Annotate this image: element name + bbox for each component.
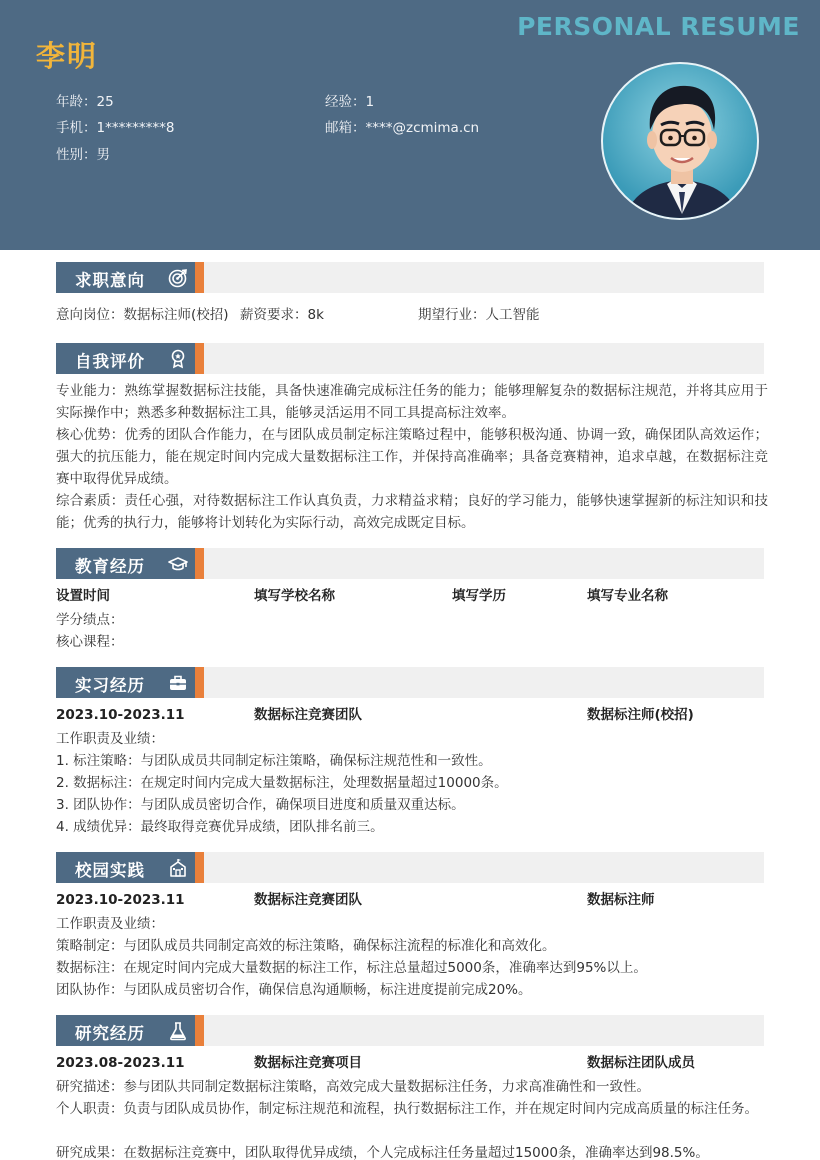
intern-line: 3. 团队协作：与团队成员密切合作，确保项目进度和质量双重达标。 <box>56 797 465 813</box>
intern-line: 1. 标注策略：与团队成员共同制定标注策略，确保标注规范性和一致性。 <box>56 753 492 769</box>
school-building-icon <box>168 858 188 878</box>
gender-field: 性别：男 <box>56 147 110 163</box>
graduation-cap-icon <box>168 554 188 574</box>
research-date: 2023.08-2023.11 <box>56 1055 185 1071</box>
campus-line: 团队协作：与团队成员密切合作，确保信息沟通顺畅，标注进度提前完成20%。 <box>56 982 532 998</box>
target-icon <box>168 268 188 288</box>
intern-line: 4. 成绩优异：最终取得竞赛优异成绩，团队排名前三。 <box>56 819 384 835</box>
section-header-research <box>56 1015 764 1046</box>
edu-school: 填写学校名称 <box>254 588 335 604</box>
self-eval-advantage: 核心优势：优秀的团队合作能力，在与团队成员制定标注策略过程中，能够积极沟通、协调一致，确保团队高效运作；强大的抗压能力，能在规定时间内完成大量数据标注工作，并保持高准确率；具备竞赛精神，追求卓越，在数据标注竞赛中取得优异成绩。 <box>56 427 768 487</box>
research-desc: 研究描述：参与团队共同制定数据标注策略，高效完成大量数据标注任务，力求高准确性和一致性。 <box>56 1079 650 1095</box>
edu-degree: 填写学历 <box>452 588 506 604</box>
section-header-intent <box>56 262 764 293</box>
section-title: 自我评价 <box>75 352 145 371</box>
section-accent <box>195 262 204 293</box>
section-title: 教育经历 <box>75 557 145 576</box>
intern-line: 2. 数据标注：在规定时间内完成大量数据标注，处理数据量超过10000条。 <box>56 775 508 791</box>
campus-date: 2023.10-2023.11 <box>56 892 185 908</box>
intent-salary: 薪资要求：8k <box>240 307 324 323</box>
edu-courses: 核心课程： <box>56 634 124 650</box>
intent-position: 意向岗位：数据标注师(校招) <box>56 307 229 323</box>
section-header-internship <box>56 667 764 698</box>
resume-header <box>0 0 820 250</box>
section-accent <box>195 548 204 579</box>
intern-line: 工作职责及业绩： <box>56 731 164 747</box>
section-tab <box>56 262 204 293</box>
age-field: 年龄：25 <box>56 94 114 110</box>
section-title: 研究经历 <box>75 1024 145 1043</box>
intern-date: 2023.10-2023.11 <box>56 707 185 723</box>
edu-major: 填写专业名称 <box>587 588 668 604</box>
edu-gpa: 学分绩点： <box>56 612 124 628</box>
section-title: 求职意向 <box>75 271 145 290</box>
intern-org: 数据标注竞赛团队 <box>254 707 362 723</box>
phone-field: 手机：1*********8 <box>56 120 175 136</box>
campus-role: 数据标注师 <box>587 892 655 908</box>
profile-photo <box>601 62 759 220</box>
self-eval-quality: 综合素质：责任心强，对待数据标注工作认真负责，力求精益求精；良好的学习能力，能够快速掌握新的标注知识和技能；优秀的执行力，能够将计划转化为实际行动，高效完成既定目标。 <box>56 493 768 531</box>
research-org: 数据标注竞赛项目 <box>254 1055 362 1071</box>
section-tab <box>56 1015 204 1046</box>
email-field: 邮箱：****@zcmima.cn <box>325 120 480 136</box>
resume-title: PERSONAL RESUME <box>517 12 800 41</box>
award-icon <box>168 349 188 369</box>
section-accent <box>195 1015 204 1046</box>
section-title: 校园实践 <box>75 861 145 880</box>
flask-icon <box>168 1021 188 1041</box>
edu-time: 设置时间 <box>56 588 110 604</box>
section-accent <box>195 852 204 883</box>
experience-field: 经验：1 <box>325 94 375 110</box>
section-tab <box>56 852 204 883</box>
section-accent <box>195 667 204 698</box>
candidate-name: 李明 <box>36 39 99 73</box>
briefcase-icon <box>168 673 188 693</box>
campus-line: 数据标注：在规定时间内完成大量数据的标注工作，标注总量超过5000条，准确率达到95%以上。 <box>56 960 647 976</box>
campus-org: 数据标注竞赛团队 <box>254 892 362 908</box>
research-role: 数据标注团队成员 <box>587 1055 695 1071</box>
campus-line: 工作职责及业绩： <box>56 916 164 932</box>
section-header-campus <box>56 852 764 883</box>
section-tab <box>56 343 204 374</box>
section-title: 实习经历 <box>75 676 145 695</box>
self-eval-professional: 专业能力：熟练掌握数据标注技能，具备快速准确完成标注任务的能力；能够理解复杂的数据标注规范，并将其应用于实际操作中；熟悉多种数据标注工具，能够灵活运用不同工具提高标注效率。 <box>56 383 768 421</box>
section-tab <box>56 667 204 698</box>
research-duty: 个人职责：负责与团队成员协作，制定标注规范和流程，执行数据标注工作，并在规定时间内完成高质量的标注任务。 <box>56 1101 758 1117</box>
campus-line: 策略制定：与团队成员共同制定高效的标注策略，确保标注流程的标准化和高效化。 <box>56 938 556 954</box>
section-header-education <box>56 548 764 579</box>
intern-role: 数据标注师(校招) <box>587 707 694 723</box>
section-tab <box>56 548 204 579</box>
section-header-self-eval <box>56 343 764 374</box>
research-result: 研究成果：在数据标注竞赛中，团队取得优异成绩，个人完成标注任务量超过15000条，准确率达到98.5%。 <box>56 1145 709 1160</box>
intent-industry: 期望行业：人工智能 <box>418 307 540 323</box>
section-accent <box>195 343 204 374</box>
